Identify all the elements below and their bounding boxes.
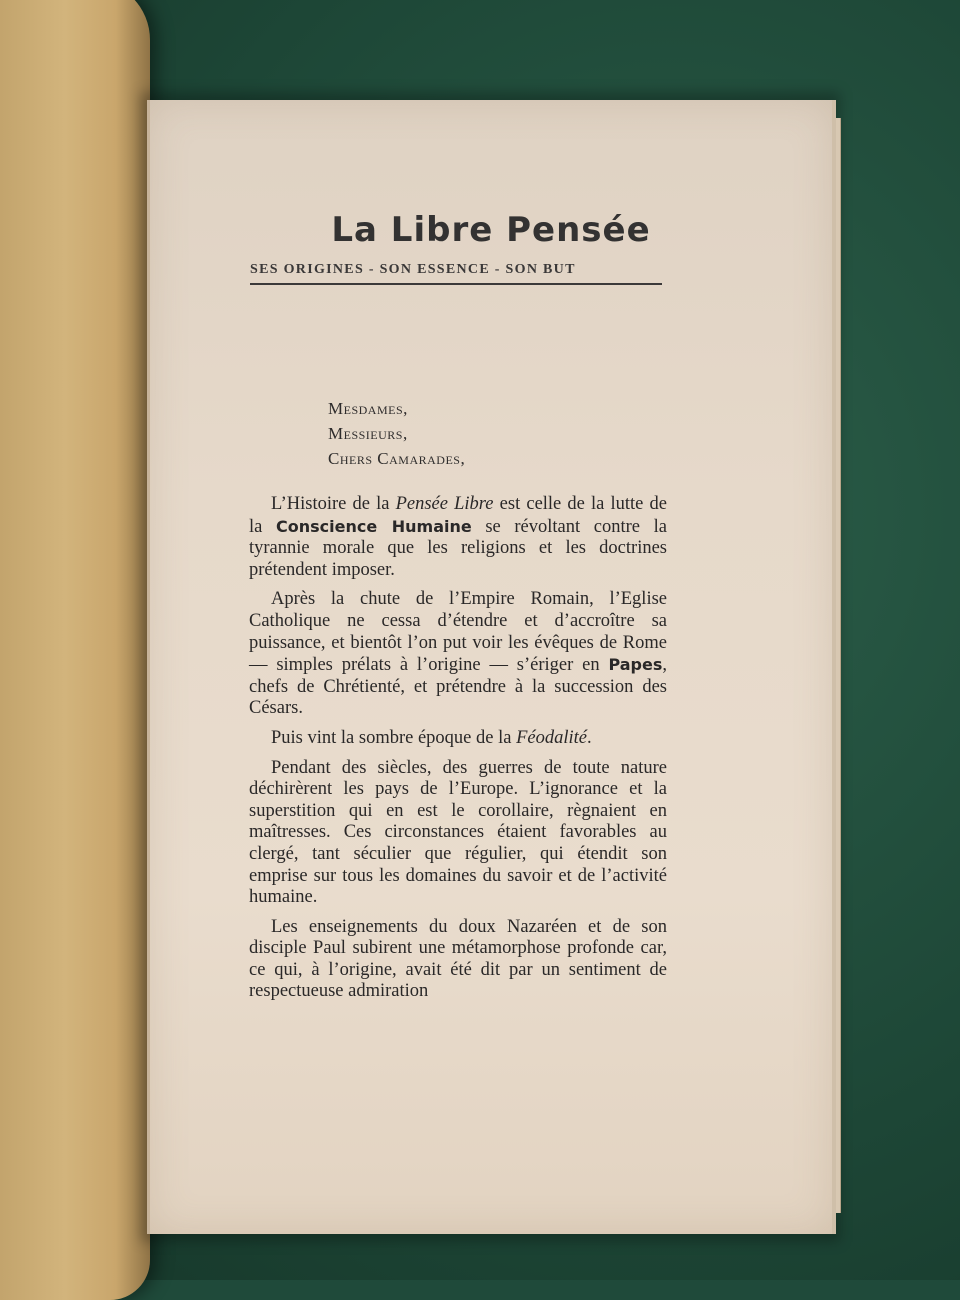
- left-page-edge: [0, 0, 150, 1300]
- page-subtitle: SES ORIGINES - SON ESSENCE - SON BUT: [250, 262, 576, 277]
- book-page: [147, 100, 836, 1234]
- bold-run: Conscience Humaine: [275, 516, 472, 536]
- paragraph: [249, 728, 667, 750]
- paragraph: [249, 589, 667, 720]
- body-text: [249, 494, 667, 1011]
- text-run: est celle de la lutte de la: [249, 494, 667, 537]
- paragraph: Pendant des siècles, des guerres de toute nature déchirèrent les pays de l’Europe. L’ignorance et la superstition qui en est le corollaire, règnaient en maîtresses. Ces circonstances étaient favorables au clergé, tant séculier que régulier, qui étendit son emprise sur tous les domaines du savoir et de l’activité humaine.: [249, 757, 667, 908]
- bold-run: Papes: [608, 655, 663, 675]
- text-run: Puis vint la sombre époque de la: [271, 727, 517, 748]
- title-rule: [250, 283, 662, 285]
- paragraph: Les enseignements du doux Nazaréen et de son disciple Paul subirent une métamorphose profonde car, ce qui, à l’origine, avait été dit par un sentiment de respectueuse admiration: [249, 916, 667, 1002]
- text-run: .: [587, 727, 592, 748]
- text-run: Après la chute de l’Empire Romain, l’Eglise Catholique ne cessa d’étendre et d’accroître sa puissance, et bientôt l’on put voir les évêques de Rome — simples prélats à l’origine — s’ériger en: [249, 589, 667, 676]
- page-title: La Libre Pensée: [331, 210, 651, 250]
- text-run: , chefs de Chrétienté, et prétendre à la succession des Césars.: [249, 655, 667, 719]
- salutation: [328, 396, 465, 471]
- italic-run: Pensée Libre: [395, 494, 494, 514]
- text-run: se révoltant contre la tyrannie morale que les religions et les doctrines prétendent imposer.: [249, 516, 667, 580]
- text-run: L’Histoire de la: [271, 494, 396, 514]
- salutation-line: Messieurs,: [328, 424, 408, 443]
- italic-run: Féodalité: [516, 727, 587, 748]
- paragraph: [249, 494, 667, 581]
- salutation-line: Mesdames,: [328, 399, 408, 418]
- salutation-line: Chers Camarades,: [328, 449, 466, 468]
